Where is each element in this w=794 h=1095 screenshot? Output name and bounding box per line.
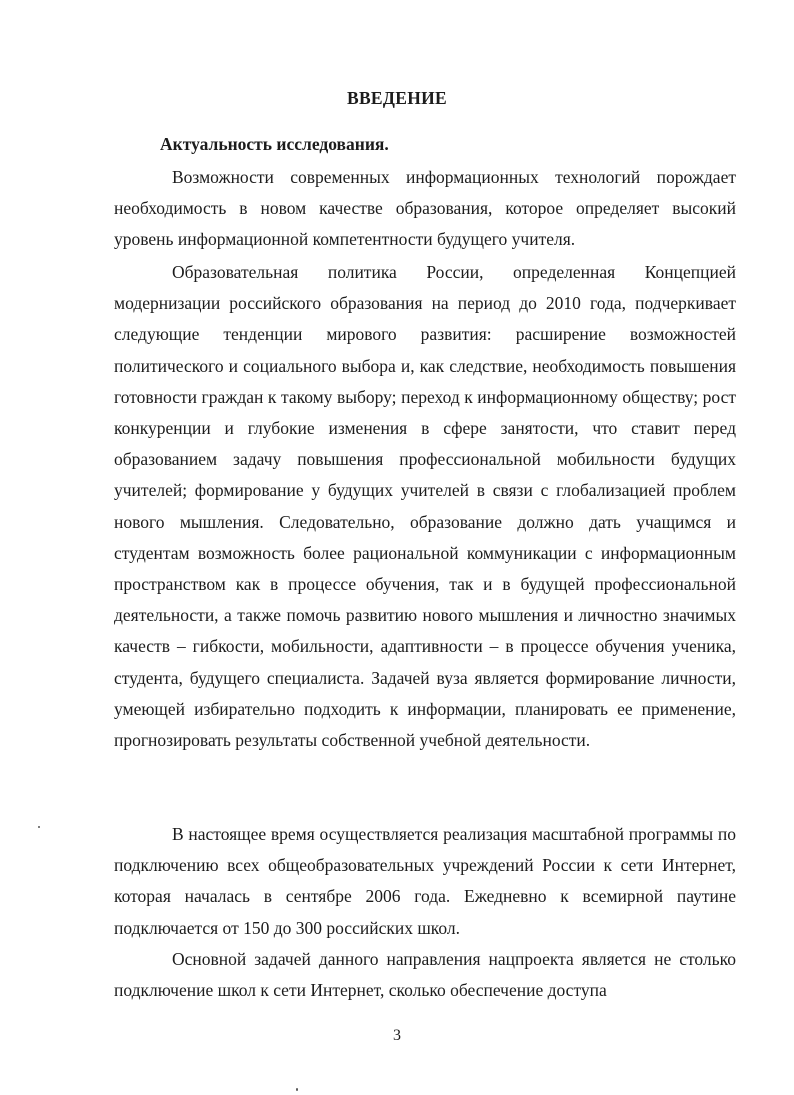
page-number: 3 — [393, 1027, 401, 1044]
page-title: ВВЕДЕНИЕ — [346, 88, 448, 108]
paragraph-4: Основной задачей данного направления нацпроекта является не столько подключение школ к сети Интернет, сколько обеспечение доступа — [114, 949, 736, 1001]
paragraph-2: Образовательная политика России, определенная Концепцией модернизации российского образования на период до 2010 года, подчеркивает следующие тенденции мирового развития: расширение возможностей политического и социального выбора и, как следствие, необходимость повышения готовности граждан к такому выбору; переход к информационному обществу; рост конкуренции и глубокие изменения в сфере занятости, что ставит перед образованием задачу повышения профессиональной мобильности будущих учителей; формирование у будущих учителей в связи с глобализацией проблем нового мышления. Следовательно, образование должно дать учащимся и студентам возможность более рациональной коммуникации с информационным пространством как в процессе обучения, так и в будущей профессиональной деятельности, а также помочь развитию нового мышления и личностно значимых качеств – гибкости, мобильности, адаптивности – в процессе обучения ученика, студента, будущего специалиста. Задачей вуза является формирование личности, умеющей избирательно подходить к информации, планировать ее применение, прогнозировать результаты собственной учебной деятельности. — [114, 262, 736, 751]
scan-speck — [296, 1088, 298, 1091]
scan-speck — [38, 826, 40, 828]
paragraph-1: Возможности современных информационных технологий порождает необходимость в новом качестве образования, которое определяет высокий уровень информационной компетентности будущего учителя. — [114, 167, 736, 250]
paragraph-3: В настоящее время осуществляется реализация масштабной программы по подключению всех общеобразовательных учреждений России к сети Интернет, которая началась в сентябре 2006 года. Ежедневно к всемирной паутине подключается от 150 до 300 российских школ. — [114, 824, 736, 938]
section-heading: Актуальность исследования. — [160, 134, 389, 154]
